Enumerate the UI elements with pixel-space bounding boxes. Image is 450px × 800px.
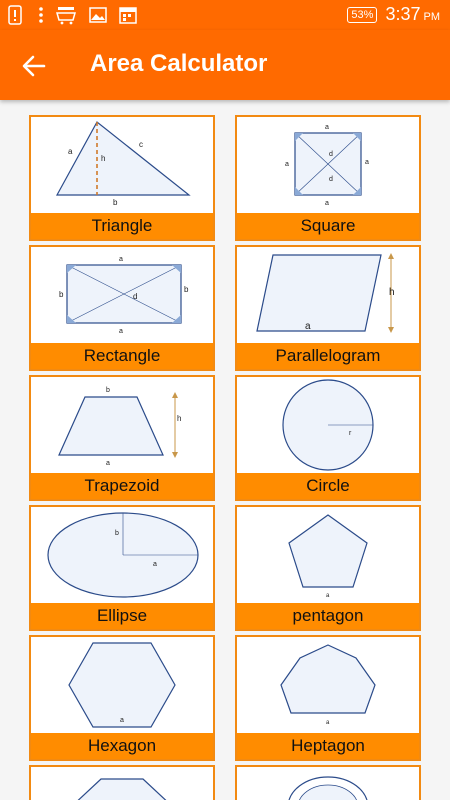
shape-label: Hexagon [31,733,213,759]
shape-label: Rectangle [31,343,213,369]
shape-card-parallelogram[interactable] [235,245,421,371]
shape-label: Trapezoid [31,473,213,499]
shape-label: Square [237,213,419,239]
shape-card-pentagon[interactable] [235,505,421,631]
triangle-label-h: h [101,154,106,163]
square-diagram [237,117,419,213]
ellipse-diagram [31,507,213,603]
status-bar [0,0,450,30]
ellipse-label-b: b [115,530,119,537]
shape-label: Parallelogram [237,343,419,369]
ellipse-label-a: a [153,561,157,568]
rectangle-diagram [31,247,213,343]
shape-label: Circle [237,473,419,499]
trapezoid-label-h: h [177,414,182,423]
battery-indicator: 53% [347,7,377,23]
trapezoid-diagram [31,377,213,473]
app-bar [0,30,450,100]
trapezoid-label-b: b [106,387,110,394]
partial-left-diagram [31,767,213,800]
arrow-back-icon [18,50,50,82]
rectangle-label-b-left: b [59,290,64,299]
shape-grid [0,100,450,800]
shape-card-rectangle[interactable] [29,245,215,371]
circle-label-r: r [349,430,352,437]
square-label-d-lower: d [329,176,333,183]
pentagon-label-a: a [326,593,330,599]
shape-card-heptagon[interactable] [235,635,421,761]
more-vert-icon [38,5,44,25]
back-button[interactable] [18,50,50,82]
clock [385,4,440,25]
square-label-a-left: a [285,161,289,168]
shape-card-partial-right[interactable] [235,765,421,800]
trapezoid-label-a: a [106,460,110,467]
square-label-a-top: a [325,124,329,131]
shape-card-trapezoid[interactable] [29,375,215,501]
circle-diagram [237,377,419,473]
triangle-label-a: a [68,147,73,156]
hexagon-label-a: a [120,717,124,724]
triangle-label-c: c [139,140,143,149]
shape-card-circle[interactable] [235,375,421,501]
rectangle-label-d: d [133,292,138,301]
shape-card-ellipse[interactable] [29,505,215,631]
shape-label: Triangle [31,213,213,239]
calendar-icon [118,5,138,25]
notification-icons [8,5,138,25]
shape-label: pentagon [237,603,419,629]
page-title: Area Calculator [90,50,268,77]
shape-card-hexagon[interactable] [29,635,215,761]
parallelogram-label-a: a [305,321,311,332]
square-label-a-right: a [365,159,369,166]
rectangle-label-a-bottom: a [119,328,123,335]
amazon-cart-icon [54,5,78,25]
rectangle-label-b-right: b [184,285,189,294]
shape-label: Heptagon [237,733,419,759]
hexagon-diagram [31,637,213,733]
shape-card-square[interactable] [235,115,421,241]
square-label-d-upper: d [329,151,333,158]
clock-time: 3:37 [385,4,421,24]
sim-alert-icon [8,5,28,25]
triangle-label-b: b [113,198,118,207]
shape-label: Ellipse [31,603,213,629]
triangle-diagram [31,117,213,213]
heptagon-diagram [237,637,419,733]
shape-card-partial-left[interactable] [29,765,215,800]
clock-ampm: PM [423,11,440,23]
parallelogram-diagram [237,247,419,343]
partial-right-diagram [237,767,419,800]
square-label-a-bottom: a [325,200,329,207]
rectangle-label-a-top: a [119,256,123,263]
gallery-icon [88,5,108,25]
heptagon-label-a: a [326,720,330,726]
parallelogram-label-h: h [389,287,395,298]
pentagon-diagram [237,507,419,603]
shape-card-triangle[interactable] [29,115,215,241]
